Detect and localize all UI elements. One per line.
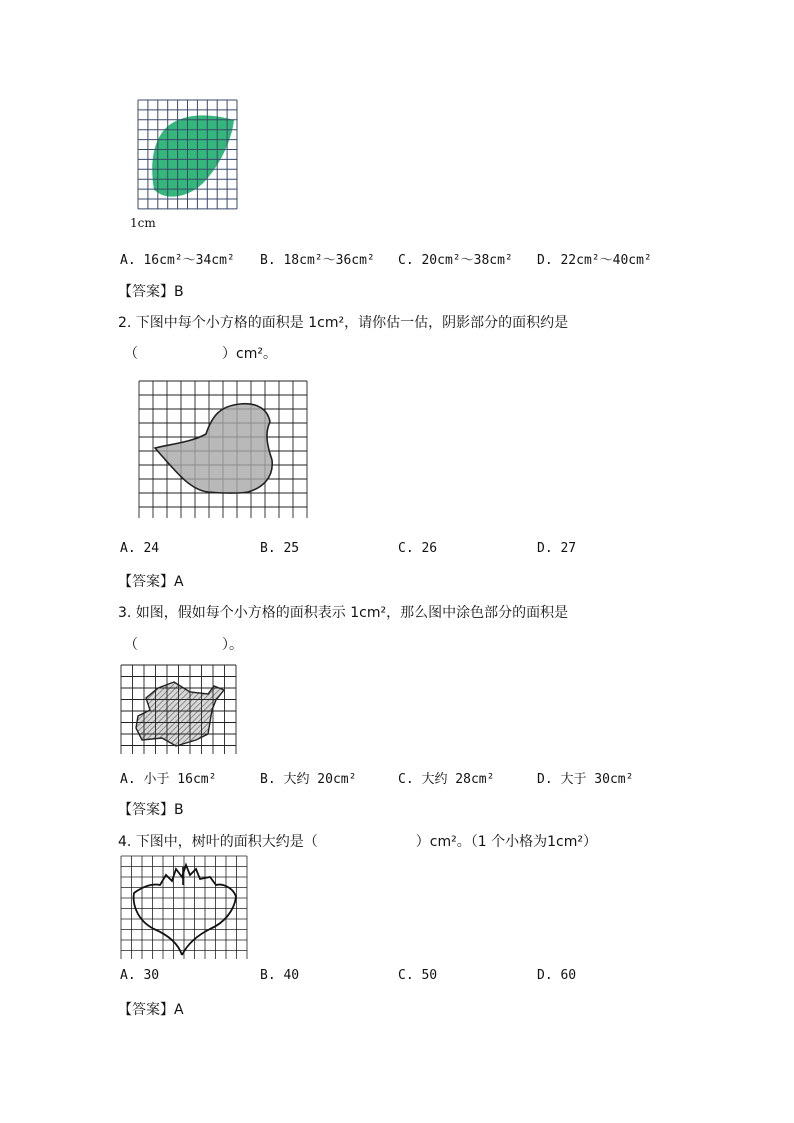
hatched-shape bbox=[136, 682, 224, 746]
leaf-shape bbox=[152, 115, 234, 196]
q4-option-d[interactable]: D. 60 bbox=[537, 968, 577, 983]
q4-option-c[interactable]: C. 50 bbox=[398, 968, 438, 983]
q3-answer: 【答案】B bbox=[118, 802, 184, 818]
q1-option-d[interactable]: D. 22cm²～40cm² bbox=[537, 253, 652, 268]
tree-leaf-outline-grid-figure-q4 bbox=[120, 855, 248, 959]
q2-answer: 【答案】A bbox=[118, 574, 184, 590]
q4-option-a[interactable]: A. 30 bbox=[120, 968, 160, 983]
grid-lines-q3 bbox=[121, 665, 236, 754]
q1-option-b[interactable]: B. 18cm²～36cm² bbox=[260, 253, 375, 268]
q2-option-c[interactable]: C. 26 bbox=[398, 541, 438, 556]
q2-option-d[interactable]: D. 27 bbox=[537, 541, 577, 556]
q3-stem-line1: 3. 如图，假如每个小方格的面积表示 1cm²，那么图中涂色部分的面积是 bbox=[118, 605, 569, 621]
q1-answer: 【答案】B bbox=[118, 284, 184, 300]
q2-stem-line2: （ ）cm²。 bbox=[124, 346, 277, 362]
q3-stem-line2: （ ）。 bbox=[124, 637, 243, 653]
leaf-grid-figure-q1 bbox=[136, 98, 240, 216]
q4-answer: 【答案】A bbox=[118, 1002, 184, 1018]
q3-option-c[interactable]: C. 大约 28cm² bbox=[398, 772, 495, 787]
q2-option-a[interactable]: A. 24 bbox=[120, 541, 160, 556]
hatched-shape-grid-figure-q3 bbox=[120, 664, 238, 754]
q3-option-b[interactable]: B. 大约 20cm² bbox=[260, 772, 357, 787]
q3-option-d[interactable]: D. 大于 30cm² bbox=[537, 772, 634, 787]
tree-leaf-outline bbox=[134, 865, 236, 955]
shaded-shape bbox=[155, 404, 272, 493]
q2-option-b[interactable]: B. 25 bbox=[260, 541, 300, 556]
q3-option-a[interactable]: A. 小于 16cm² bbox=[120, 772, 217, 787]
q1-option-a[interactable]: A. 16cm²～34cm² bbox=[120, 253, 235, 268]
unit-label-q1: 1cm bbox=[130, 216, 156, 230]
shaded-shape-grid-figure-q2 bbox=[138, 380, 310, 518]
q2-stem-line1: 2. 下图中每个小方格的面积是 1cm²，请你估一估，阴影部分的面积约是 bbox=[118, 315, 569, 331]
q1-option-c[interactable]: C. 20cm²～38cm² bbox=[398, 253, 513, 268]
q4-option-b[interactable]: B. 40 bbox=[260, 968, 300, 983]
q4-stem: 4. 下图中，树叶的面积大约是（ ）cm²。（1 个小格为1cm²） bbox=[118, 834, 597, 850]
